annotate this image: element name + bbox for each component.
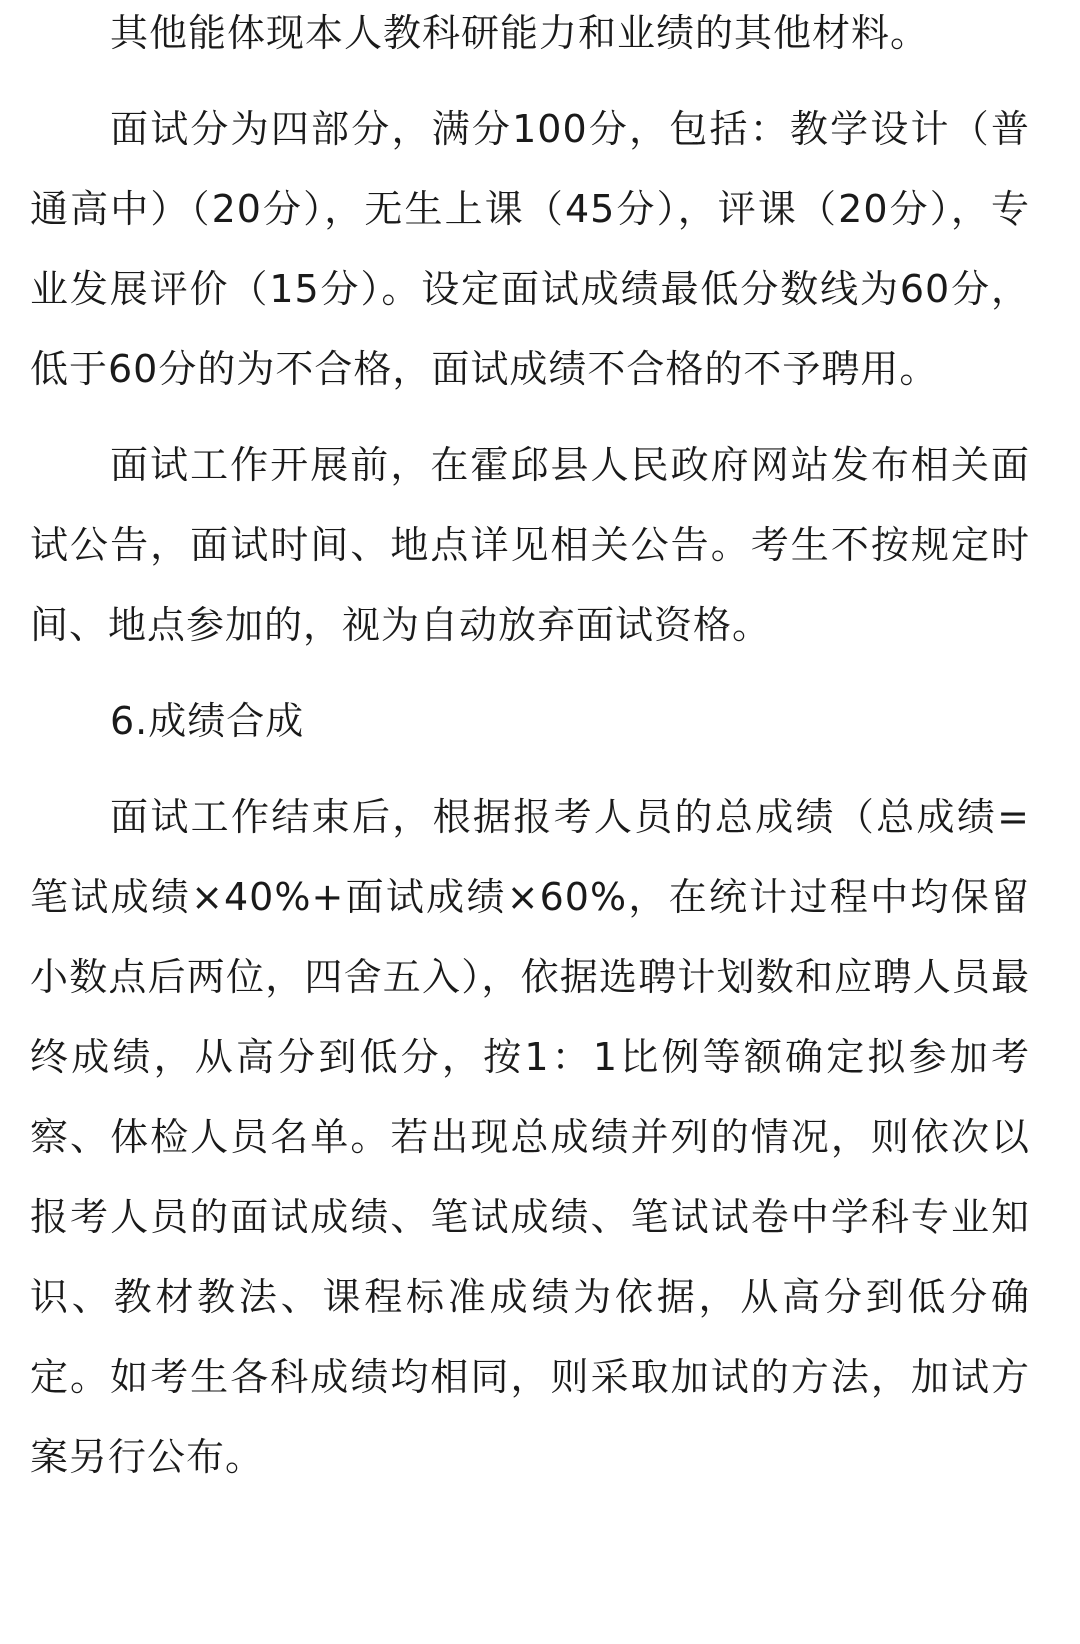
paragraph-score-calculation: 面试工作结束后，根据报考人员的总成绩（总成绩=笔试成绩×40%+面试成绩×60%，在统计过程中均保留小数点后两位，四舍五入），依据选聘计划数和应聘人员最终成绩，从高分到低分，按1：1比例等额确定拟参加考察、体检人员名单。若出现总成绩并列的情况，则依次以报考人员的面试成绩、笔试成绩、笔试试卷中学科专业知识、教材教法、课程标准成绩为依据，从高分到低分确定。如考生各科成绩均相同，则采取加试的方法，加试方案另行公布。 [30,795,1030,1479]
paragraph-other-materials: 其他能体现本人教科研能力和业绩的其他材料。 [110,11,930,55]
paragraph-interview-notice: 面试工作开展前，在霍邱县人民政府网站发布相关面试公告，面试时间、地点详见相关公告。考生不按规定时间、地点参加的，视为自动放弃面试资格。 [30,443,1030,647]
paragraph-interview-scoring: 面试分为四部分，满分100分，包括：教学设计（普通高中）（20分），无生上课（45分），评课（20分），专业发展评价（15分）。设定面试成绩最低分数线为60分，低于60分的为不合格，面试成绩不合格的不予聘用。 [30,107,1030,391]
section-heading-score-synthesis: 6.成绩合成 [110,699,305,743]
article-body [30,0,1030,1497]
